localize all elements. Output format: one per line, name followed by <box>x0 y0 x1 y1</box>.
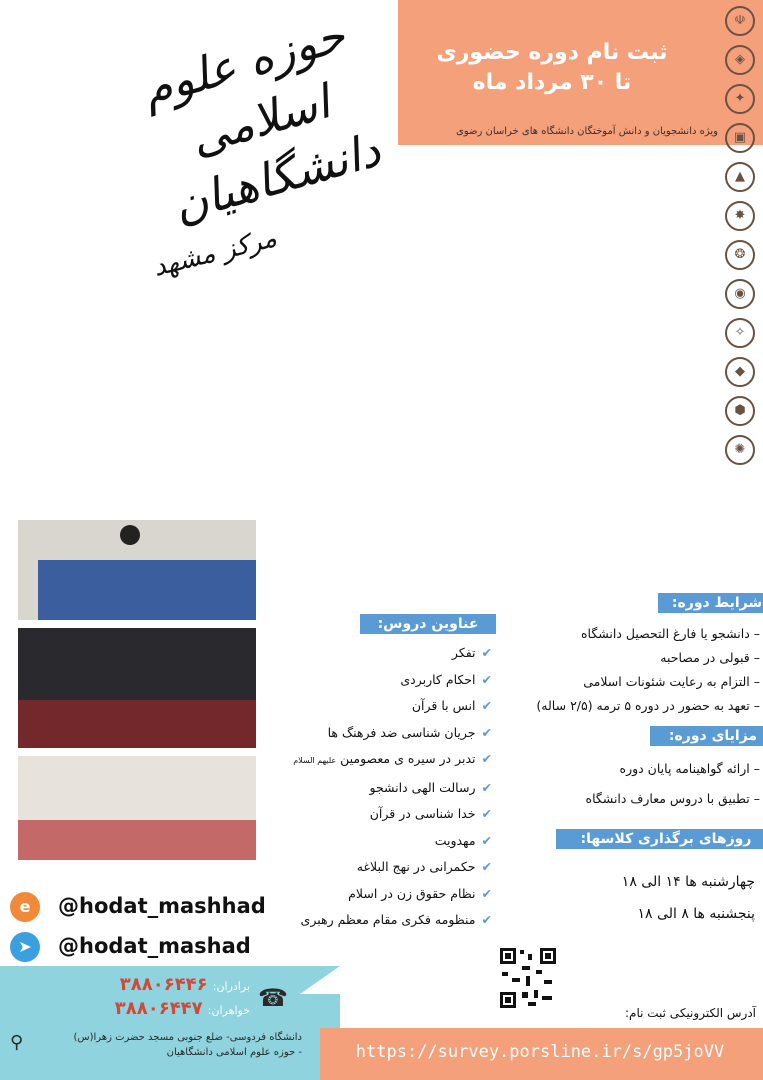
list-item: پنجشنبه ها ۸ الی ۱۸ <box>637 906 755 922</box>
brothers-label: برادران: <box>212 980 250 993</box>
university-logo-icon: ▲ <box>725 162 755 192</box>
check-icon: ✔ <box>481 645 492 660</box>
check-icon: ✔ <box>481 751 492 766</box>
university-logo-icon: ◉ <box>725 279 755 309</box>
sisters-phone[interactable]: ۳۸۸۰۶۴۴۷ <box>114 998 203 1019</box>
check-icon: ✔ <box>481 859 492 874</box>
class-days-list <box>530 866 755 930</box>
eitaa-handle[interactable]: @hodat_mashhad <box>58 894 266 918</box>
university-logo-icon: ⬢ <box>725 396 755 426</box>
sisters-label: خواهران: <box>207 1004 250 1017</box>
list-item: – ارائه گواهینامه پایان دوره <box>619 761 760 776</box>
registration-deadline-title <box>402 38 702 98</box>
check-icon: ✔ <box>481 885 492 901</box>
benefits-heading: مزایای دوره: <box>650 726 763 746</box>
emblem-icon: ☫ <box>725 6 755 36</box>
university-logo-icon: ▣ <box>725 123 755 153</box>
conditions-heading: شرایط دوره: <box>658 593 763 613</box>
list-item: – دانشجو یا فارغ التحصیل دانشگاه <box>580 626 760 641</box>
classroom-photos <box>18 520 256 860</box>
list-item: – التزام به رعایت شئونات اسلامی <box>583 674 760 689</box>
topics-list <box>280 640 492 934</box>
benefits-list <box>495 754 760 814</box>
list-item: ✔حکمرانی در نهج البلاغه <box>356 859 492 874</box>
calligraphy-subtitle: مرکز مشهد <box>150 223 280 283</box>
list-item: ✔رسالت الهی دانشجو <box>369 779 492 795</box>
check-icon: ✔ <box>481 671 492 687</box>
university-logo-icon: ✺ <box>725 435 755 465</box>
eitaa-icon[interactable]: e <box>10 892 40 922</box>
qr-code[interactable] <box>498 946 558 1010</box>
title-line-2: تا ۳۰ مرداد ماه <box>472 70 632 95</box>
topics-heading: عناوین دروس: <box>360 614 496 634</box>
list-item: ✔تفکر <box>451 645 492 660</box>
class-days-heading: روزهای برگذاری کلاسها: <box>556 829 763 849</box>
check-icon: ✔ <box>481 832 492 848</box>
check-icon: ✔ <box>481 806 492 821</box>
university-logo-icon: ✦ <box>725 84 755 114</box>
brothers-phone[interactable]: ۳۸۸۰۶۴۴۶ <box>119 974 208 995</box>
university-logo-icon: ◈ <box>725 45 755 75</box>
title-line-1: ثبت نام دوره حضوری <box>436 40 668 65</box>
list-item: – تطبیق با دروس معارف دانشگاه <box>585 791 760 806</box>
phone-icon: ☎ <box>258 984 288 1012</box>
telegram-icon[interactable]: ➤ <box>10 932 40 962</box>
check-icon: ✔ <box>481 724 492 740</box>
university-logos <box>720 6 760 476</box>
honorific: علیهم السلام <box>293 756 337 765</box>
university-logo-icon: ❂ <box>725 240 755 270</box>
address: دانشگاه فردوسی- ضلع جنوبی مسجد حضرت زهرا(س) - حوزه علوم اسلامی دانشگاهیان <box>73 1032 302 1058</box>
conditions-list <box>495 622 760 718</box>
list-item: – تعهد به حضور در دوره ۵ ترمه (۲/۵ ساله) <box>536 698 760 713</box>
calligraphy-title: حوزه علوم اسلامی دانشگاهیان <box>136 7 387 233</box>
registration-url[interactable]: https://survey.porsline.ir/s/gp5joVV <box>355 1042 725 1062</box>
list-item: ✔احکام کاربردی <box>400 671 492 687</box>
registration-label: آدرس الکترونیکی ثبت نام: <box>624 1006 756 1020</box>
university-logo-icon: ✧ <box>725 318 755 348</box>
list-item: – قبولی در مصاحبه <box>660 650 760 665</box>
brothers-phone-line <box>100 974 250 995</box>
list-item: ✔انس با قرآن <box>411 698 492 713</box>
list-item: ✔جریان شناسی ضد فرهنگ ها <box>327 724 492 740</box>
audience-subtitle: ویژه دانشجویان و دانش آموختگان دانشگاه های خراسان رضوی <box>456 126 718 137</box>
university-logo-icon: ◆ <box>725 357 755 387</box>
telegram-handle[interactable]: @hodat_mashad <box>58 934 251 958</box>
list-item: ✔خدا شناسی در قرآن <box>369 806 492 821</box>
check-icon: ✔ <box>481 698 492 713</box>
sisters-phone-line <box>100 998 250 1019</box>
list-item: ✔مهدویت <box>434 832 492 848</box>
list-item: ✔نظام حقوق زن در اسلام <box>348 885 492 901</box>
list-item: ✔منظومه فکری مقام معظم رهبری <box>300 912 492 927</box>
check-icon: ✔ <box>481 912 492 927</box>
check-icon: ✔ <box>481 779 492 795</box>
list-item: چهارشنبه ها ۱۴ الی ۱۸ <box>621 874 755 890</box>
list-item: ✔تدبر در سیره ی معصومین علیهم السلام <box>293 751 492 766</box>
location-pin-icon: ⚲ <box>10 1032 24 1053</box>
university-logo-icon: ✸ <box>725 201 755 231</box>
